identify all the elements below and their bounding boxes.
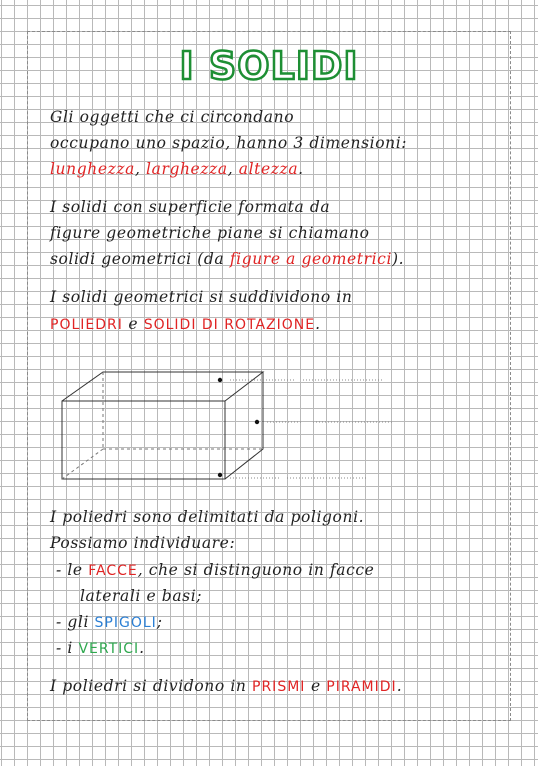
spigoli-term: SPIGOLI	[94, 615, 157, 631]
conjunction: e	[122, 315, 144, 333]
list-text: - le	[56, 561, 89, 579]
period: .	[298, 160, 304, 178]
right-face	[225, 372, 263, 479]
front-face	[62, 401, 225, 479]
dimension-altezza: altezza	[238, 160, 299, 178]
dimension-larghezza: larghezza	[146, 160, 228, 178]
piramidi-term: PIRAMIDI	[326, 679, 397, 695]
dimension-lunghezza: lunghezza	[50, 160, 135, 178]
closing-line	[50, 677, 402, 695]
list-item-facce-continued: laterali e basi;	[80, 587, 203, 605]
hidden-edge-diagonal	[62, 449, 103, 479]
definition-line-2: figure geometriche piane si chiamano	[50, 224, 370, 242]
list-item-facce	[56, 561, 374, 579]
vertici-term: VERTICI	[78, 641, 140, 657]
definition-highlight: figure a geometrici	[229, 250, 393, 268]
vertex-marker	[218, 378, 222, 382]
list-item-vertici	[56, 639, 145, 657]
conjunction: e	[305, 677, 327, 695]
facce-term: FACCE	[88, 563, 138, 579]
poliedri-line-1: I poliedri sono delimitati da poligoni.	[50, 508, 365, 526]
page-title: I SOLIDI	[179, 44, 359, 88]
division-line-1: I solidi geometrici si suddividono in	[50, 288, 353, 306]
list-text: ;	[156, 613, 163, 631]
poliedri-term: POLIEDRI	[50, 317, 123, 333]
period: .	[315, 315, 321, 333]
rotazione-term: SOLIDI DI ROTAZIONE	[143, 317, 316, 333]
top-face	[62, 372, 263, 401]
intro-line-1: Gli oggetti che ci circondano	[50, 108, 295, 126]
list-text: - gli	[56, 613, 95, 631]
poliedri-line-2: Possiamo individuare:	[50, 534, 236, 552]
intro-line-2: occupano uno spazio, hanno 3 dimensioni:	[50, 134, 408, 152]
prismi-term: PRISMI	[252, 679, 306, 695]
period: .	[396, 677, 403, 695]
edge-marker	[255, 420, 259, 424]
definition-text-end: ).	[392, 250, 405, 268]
closing-text: I poliedri si dividono in	[50, 677, 253, 695]
separator: ,	[134, 160, 147, 178]
separator: ,	[227, 160, 239, 178]
list-text: , che si distinguono in facce	[137, 561, 375, 579]
face-marker	[218, 473, 222, 477]
list-item-spigoli	[56, 613, 163, 631]
list-text: - i	[56, 639, 79, 657]
list-text: .	[139, 639, 145, 657]
definition-text: solidi geometrici (da	[50, 250, 230, 268]
definition-line-1: I solidi con superficie formata da	[50, 198, 331, 216]
